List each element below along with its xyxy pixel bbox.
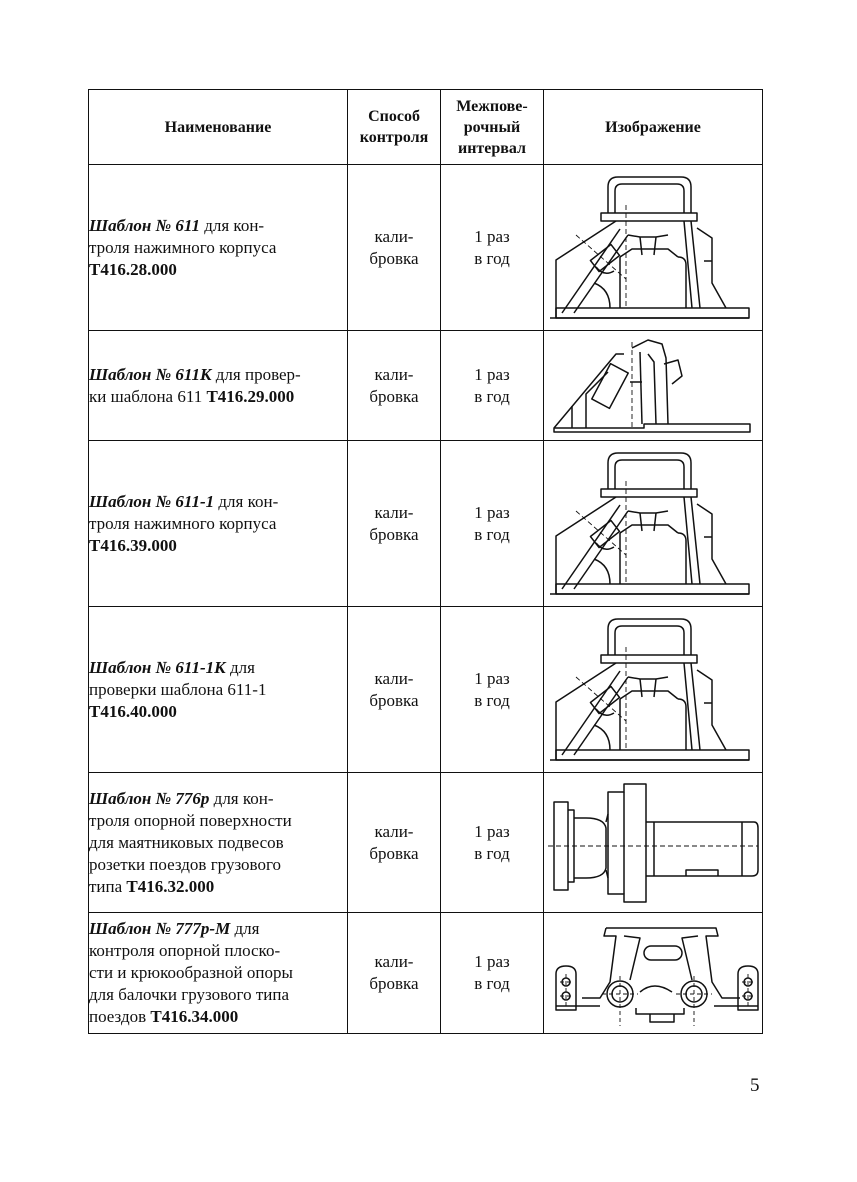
header-name: Наименование: [89, 90, 348, 165]
header-image: Изображение: [544, 90, 763, 165]
row-interval-cell: 1 раз в год: [441, 441, 544, 607]
table-row: [89, 773, 763, 913]
row-method-cell: кали- бровка: [348, 331, 441, 441]
row-interval-cell: 1 раз в год: [441, 331, 544, 441]
row-image-cell: [544, 331, 763, 441]
row-interval-cell: 1 раз в год: [441, 913, 544, 1034]
table-row: [89, 331, 763, 441]
pressure-housing-template-drawing-icon: [544, 441, 761, 606]
pressure-housing-template-drawing-icon: [544, 607, 761, 772]
row-method-cell: кали- бровка: [348, 773, 441, 913]
row-method-cell: кали- бровка: [348, 165, 441, 331]
table-header-row: [89, 90, 763, 165]
row-method-cell: кали- бровка: [348, 913, 441, 1034]
templates-table: [88, 89, 763, 1034]
row-name-cell: Шаблон № 611К для провер- ки шаблона 611 Т416.29.000: [89, 331, 348, 441]
pressure-housing-template-drawing-icon: [544, 165, 761, 330]
table-row: [89, 607, 763, 773]
row-name-cell: Шаблон № 611-1 для кон- троля нажимного корпуса Т416.39.000: [89, 441, 348, 607]
checking-template-drawing-icon: [544, 332, 761, 440]
row-interval-cell: 1 раз в год: [441, 773, 544, 913]
row-interval-cell: 1 раз в год: [441, 165, 544, 331]
hook-support-template-drawing-icon: [544, 914, 761, 1033]
row-name-cell: Шаблон № 777р-М для контроля опорной плоско- сти и крюкообразной опоры для балочки грузового типа поездов Т416.34.000: [89, 913, 348, 1034]
table-row: [89, 913, 763, 1034]
row-image-cell: [544, 441, 763, 607]
row-image-cell: [544, 165, 763, 331]
row-image-cell: [544, 913, 763, 1034]
row-name-cell: Шаблон № 611 для кон- троля нажимного корпуса Т416.28.000: [89, 165, 348, 331]
row-image-cell: [544, 607, 763, 773]
row-method-cell: кали- бровка: [348, 607, 441, 773]
pendulum-support-template-drawing-icon: [544, 774, 761, 912]
table-row: [89, 441, 763, 607]
header-interval: Межпове- рочный интервал: [441, 90, 544, 165]
header-method: Способ контроля: [348, 90, 441, 165]
page-number: 5: [750, 1075, 760, 1096]
row-method-cell: кали- бровка: [348, 441, 441, 607]
row-name-cell: Шаблон № 611-1К для проверки шаблона 611-1 Т416.40.000: [89, 607, 348, 773]
table-row: [89, 165, 763, 331]
row-interval-cell: 1 раз в год: [441, 607, 544, 773]
row-image-cell: [544, 773, 763, 913]
row-name-cell: Шаблон № 776р для кон- троля опорной поверхности для маятниковых подвесов розетки поездов грузового типа Т416.32.000: [89, 773, 348, 913]
